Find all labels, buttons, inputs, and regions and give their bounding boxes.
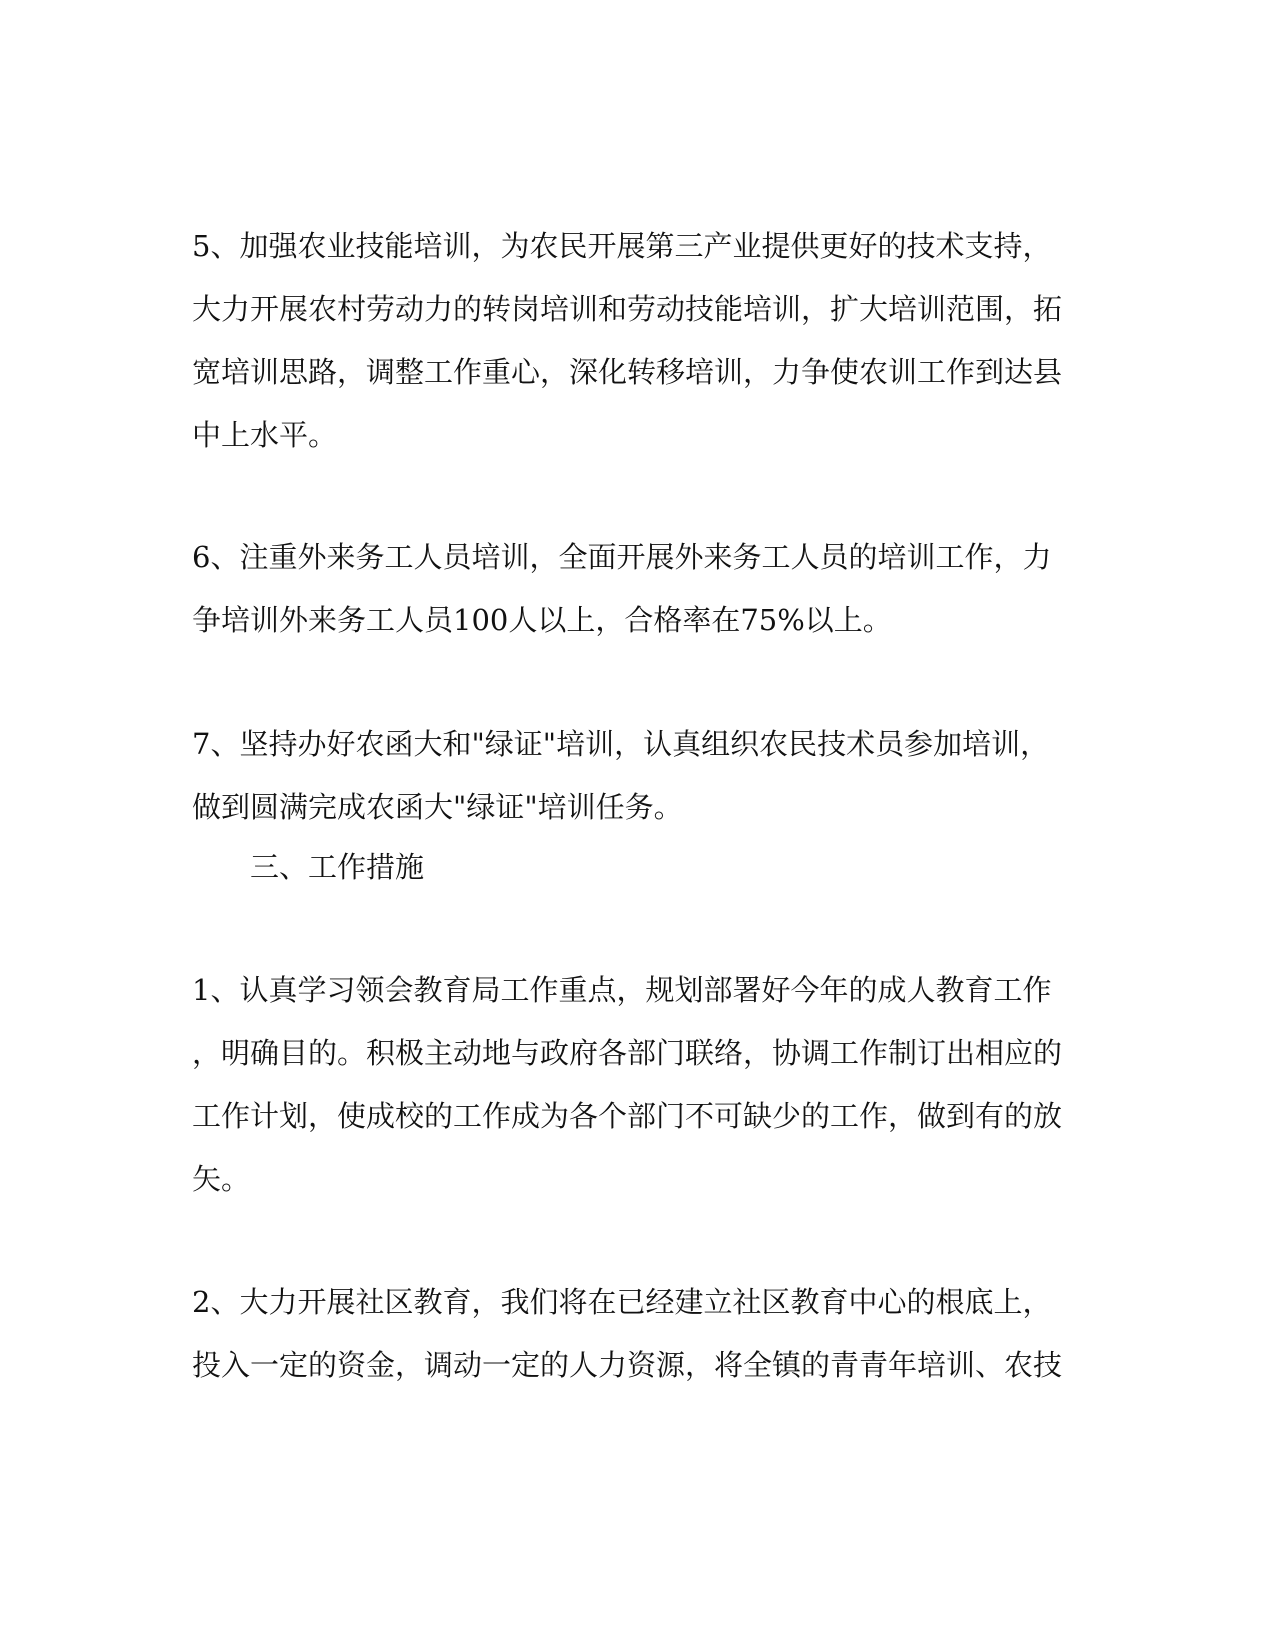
paragraph-line: 宽培训思路，调整工作重心，深化转移培训，力争使农训工作到达县 (192, 355, 1063, 389)
paragraph-line: 5、加强农业技能培训，为农民开展第三产业提供更好的技术支持， (192, 229, 1052, 263)
paragraph-line: 7、坚持办好农函大和"绿证"培训，认真组织农民技术员参加培训， (192, 727, 1050, 761)
paragraph-line: 争培训外来务工人员100人以上，合格率在75%以上。 (192, 603, 892, 637)
paragraph-line: 矢。 (192, 1162, 251, 1196)
paragraph-line: 工作计划，使成校的工作成为各个部门不可缺少的工作，做到有的放 (192, 1099, 1063, 1133)
paragraph-line: 中上水平。 (192, 418, 338, 452)
paragraph-line: 大力开展农村劳动力的转岗培训和劳动技能培训，扩大培训范围，拓 (192, 292, 1063, 326)
section-heading: 三、工作措施 (250, 850, 425, 884)
paragraph-line: 做到圆满完成农函大"绿证"培训任务。 (192, 790, 683, 824)
paragraph-line: 投入一定的资金，调动一定的人力资源，将全镇的青青年培训、农技 (192, 1348, 1063, 1382)
paragraph-line: ，明确目的。积极主动地与政府各部门联络，协调工作制订出相应的 (192, 1036, 1063, 1070)
paragraph-line: 2、大力开展社区教育，我们将在已经建立社区教育中心的根底上， (192, 1285, 1052, 1319)
paragraph-line: 6、注重外来务工人员培训，全面开展外来务工人员的培训工作，力 (192, 540, 1052, 574)
paragraph-line: 1、认真学习领会教育局工作重点，规划部署好今年的成人教育工作 (192, 973, 1052, 1007)
